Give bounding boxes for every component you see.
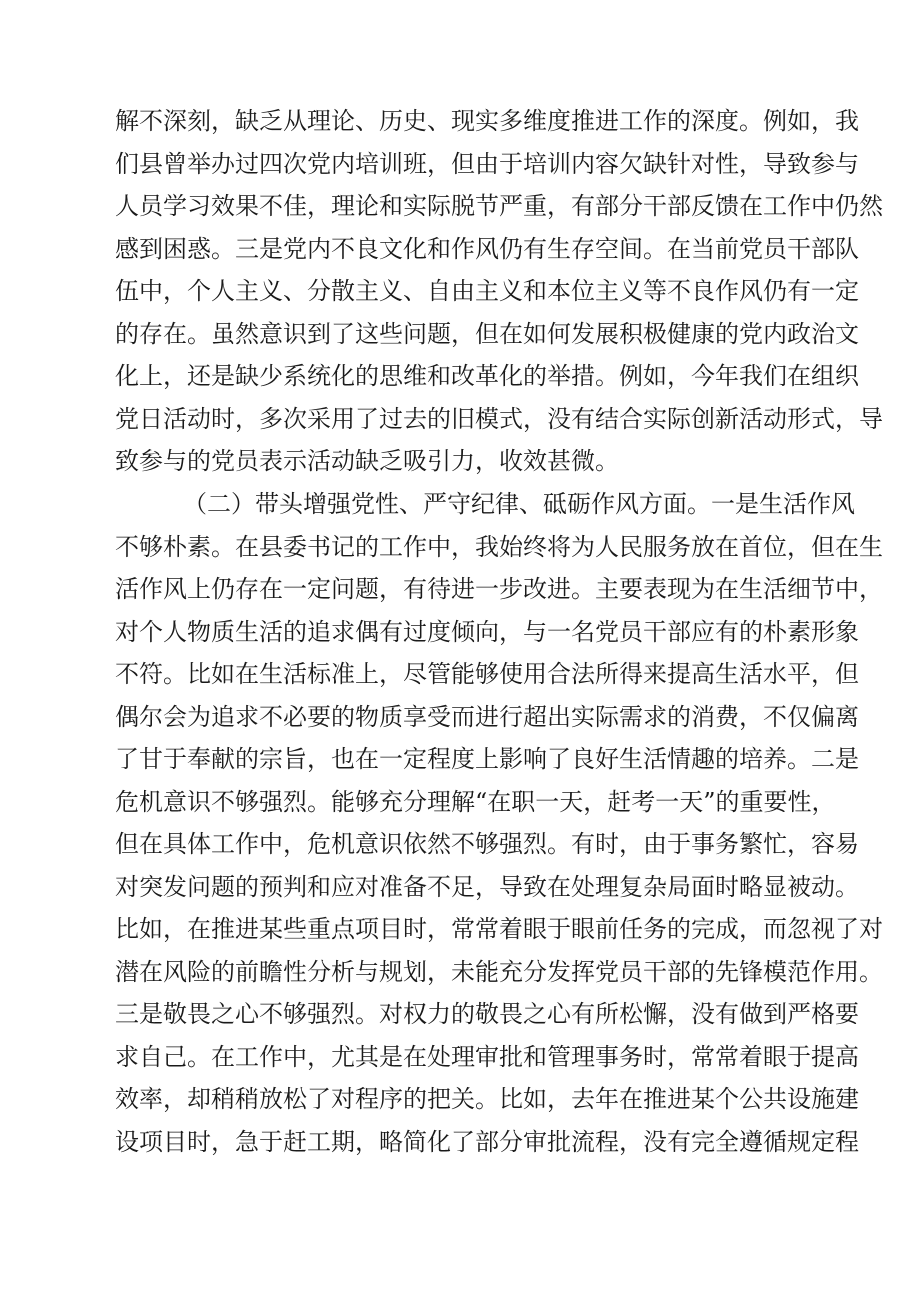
paragraph-line: 设项目时，急于赶工期，略简化了部分审批流程，没有完全遵循规定程 xyxy=(115,1127,859,1156)
paragraph-line: 人员学习效果不佳，理论和实际脱节严重，有部分干部反馈在工作中仍然 xyxy=(115,192,883,220)
section-heading-line: （二）带头增强党性、严守纪律、砥砺作风方面。一是生活作风 xyxy=(183,490,855,518)
paragraph-line: 效率，却稍稍放松了对程序的把关。比如，去年在推进某个公共设施建 xyxy=(115,1085,859,1113)
paragraph-line: 潜在风险的前瞻性分析与规划，未能充分发挥党员干部的先锋模范作用。 xyxy=(115,957,883,986)
paragraph-line: 伍中，个人主义、分散主义、自由主义和本位主义等不良作风仍有一定 xyxy=(115,277,859,305)
paragraph-line: 党日活动时，多次采用了过去的旧模式，没有结合实际创新活动形式，导 xyxy=(115,404,883,433)
paragraph-line: 对个人物质生活的追求偶有过度倾向，与一名党员干部应有的朴素形象 xyxy=(115,617,859,646)
paragraph-line: 求自己。在工作中，尤其是在处理审批和管理事务时，常常着眼于提高 xyxy=(115,1042,859,1071)
paragraph-line: 们县曾举办过四次党内培训班，但由于培训内容欠缺针对性，导致参与 xyxy=(115,149,859,178)
paragraph-line: 解不深刻，缺乏从理论、历史、现实多维度推进工作的深度。例如，我 xyxy=(115,107,859,135)
paragraph-line: 不够朴素。在县委书记的工作中，我始终将为人民服务放在首位，但在生 xyxy=(115,532,883,561)
paragraph-line: 致参与的党员表示活动缺乏吸引力，收效甚微。 xyxy=(115,447,619,475)
paragraph-1 xyxy=(115,100,883,483)
paragraph-line: 不符。比如在生活标准上，尽管能够使用合法所得来提高生活水平，但 xyxy=(115,660,859,688)
paragraph-line: 危机意识不够强烈。能够充分理解“在职一天，赶考一天”的重要性， xyxy=(115,787,836,816)
paragraph-line: 偶尔会为追求不必要的物质享受而进行超出实际需求的消费，不仅偏离 xyxy=(115,702,859,731)
paragraph-line: 对突发问题的预判和应对准备不足，导致在处理复杂局面时略显被动。 xyxy=(115,872,859,901)
paragraph-line: 三是敬畏之心不够强烈。对权力的敬畏之心有所松懈，没有做到严格要 xyxy=(115,1000,859,1028)
paragraph-2 xyxy=(115,483,883,1163)
paragraph-line: 活作风上仍存在一定问题，有待进一步改进。主要表现为在生活细节中， xyxy=(115,575,883,603)
paragraph-line: 化上，还是缺少系统化的思维和改革化的举措。例如，今年我们在组织 xyxy=(115,362,859,390)
paragraph-line: 比如，在推进某些重点项目时，常常着眼于眼前任务的完成，而忽视了对 xyxy=(115,915,883,943)
paragraph-line: 的存在。虽然意识到了这些问题，但在如何发展积极健康的党内政治文 xyxy=(115,319,859,348)
paragraph-line: 了甘于奉献的宗旨，也在一定程度上影响了良好生活情趣的培养。二是 xyxy=(115,745,859,773)
paragraph-line: 但在具体工作中，危机意识依然不够强烈。有时，由于事务繁忙，容易 xyxy=(115,830,859,858)
paragraph-line: 感到困惑。三是党内不良文化和作风仍有生存空间。在当前党员干部队 xyxy=(115,234,859,263)
